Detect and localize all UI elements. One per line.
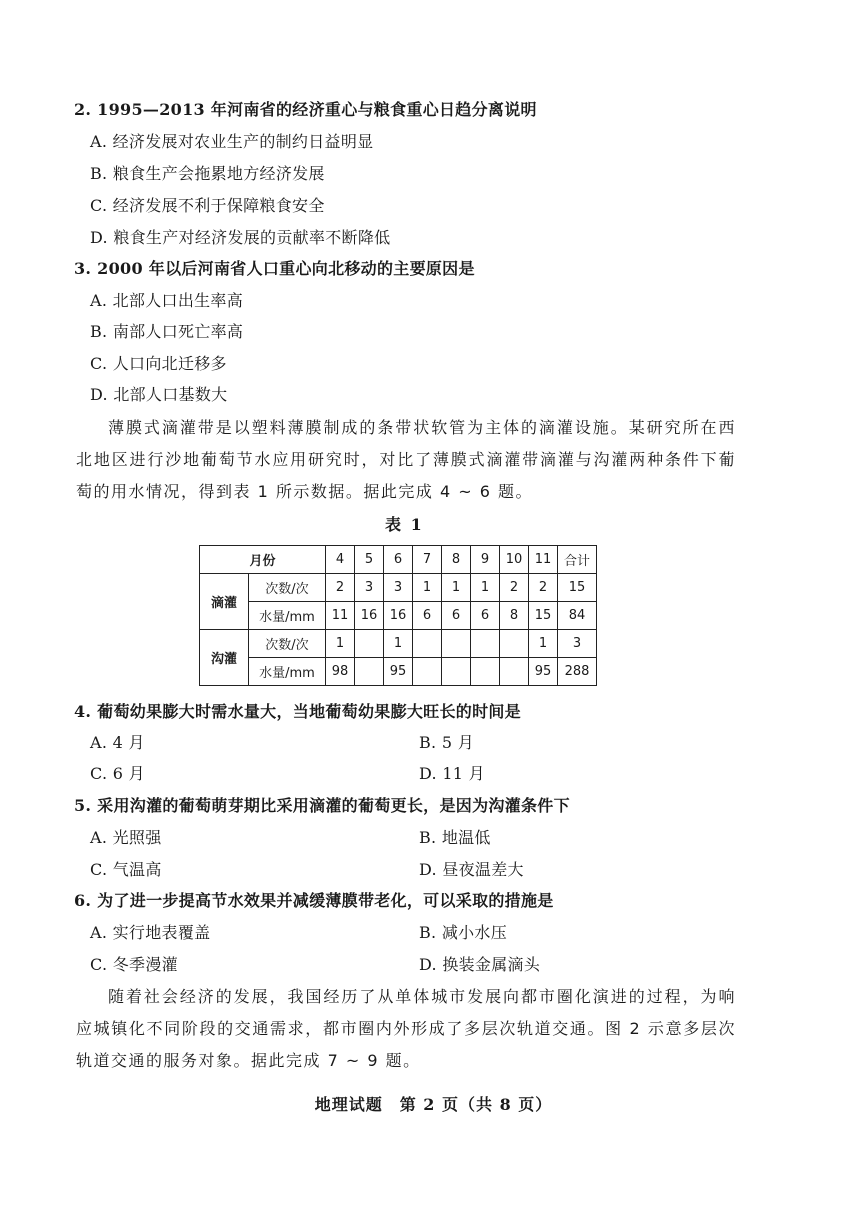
table-cell: 6 [442,602,471,630]
row-label: 次数/次 [249,574,326,602]
table-cell: 3 [355,574,384,602]
total-header: 合计 [558,546,597,574]
question-6-option-d: D. 换装金属滴头 [419,955,541,974]
table-cell: 15 [529,602,558,630]
table-row [200,658,597,686]
question-6-option-a: A. 实行地表覆盖 [90,923,211,942]
question-3-option-c: C. 人口向北迁移多 [90,354,227,373]
table-cell [471,658,500,686]
table-cell [500,630,529,658]
question-2-stem: 2. 1995—2013 年河南省的经济重心与粮食重心日趋分离说明 [74,100,537,119]
question-3-option-a: A. 北部人口出生率高 [90,291,244,310]
group-label-furrow: 沟灌 [200,630,249,686]
table-cell: 1 [384,630,413,658]
table-cell [442,630,471,658]
question-3-option-d: D. 北部人口基数大 [90,385,228,404]
month-cell: 6 [384,546,413,574]
question-2-option-b: B. 粮食生产会拖累地方经济发展 [90,164,325,183]
table-cell: 1 [413,574,442,602]
table-cell [413,630,442,658]
month-cell: 8 [442,546,471,574]
table-header-row [200,546,597,574]
table-cell-total: 3 [558,630,597,658]
table-cell: 1 [326,630,355,658]
question-4-stem: 4. 葡萄幼果膨大时需水量大，当地葡萄幼果膨大旺长的时间是 [74,702,521,721]
table-cell: 1 [529,630,558,658]
question-4-option-b: B. 5 月 [419,733,474,752]
question-3-option-b: B. 南部人口死亡率高 [90,322,244,341]
table-cell: 8 [500,602,529,630]
table-cell: 95 [384,658,413,686]
month-cell: 4 [326,546,355,574]
table-cell: 16 [355,602,384,630]
row-label: 次数/次 [249,630,326,658]
table-row [200,574,597,602]
table-cell: 3 [384,574,413,602]
table-cell: 1 [442,574,471,602]
question-4-option-d: D. 11 月 [419,764,485,783]
table-cell: 2 [500,574,529,602]
table-cell: 6 [413,602,442,630]
table-cell: 2 [326,574,355,602]
group-label-drip: 滴灌 [200,574,249,630]
month-cell: 11 [529,546,558,574]
page-footer: 地理试题 第 2 页（共 8 页） [314,1095,553,1114]
month-header: 月份 [200,546,326,574]
question-6-option-b: B. 减小水压 [419,923,508,942]
question-2-option-c: C. 经济发展不利于保障粮食安全 [90,196,325,215]
table-cell [413,658,442,686]
table-row [200,630,597,658]
passage-rail-transit: 随着社会经济的发展，我国经历了从单体城市发展向都市圈化演进的过程，为响应城镇化不同阶段的交通需求，都市圈内外形成了多层次轨道交通。图 2 示意多层次轨道交通的服务对象。据此完成 7 ~ 9 题。 [76,987,736,1070]
question-5-option-b: B. 地温低 [419,828,491,847]
question-5-option-a: A. 光照强 [90,828,162,847]
question-4-option-c: C. 6 月 [90,764,145,783]
table-title: 表 1 [385,515,424,534]
table-cell-total: 288 [558,658,597,686]
table-cell: 98 [326,658,355,686]
table-cell-total: 15 [558,574,597,602]
month-cell: 7 [413,546,442,574]
passage-drip-irrigation: 薄膜式滴灌带是以塑料薄膜制成的条带状软管为主体的滴灌设施。某研究所在西北地区进行沙地葡萄节水应用研究时，对比了薄膜式滴灌带滴灌与沟灌两种条件下葡萄的用水情况，得到表 1 所示数据。据此完成 4 ~ 6 题。 [76,418,736,501]
table-cell: 16 [384,602,413,630]
table-cell [355,630,384,658]
question-3-stem: 3. 2000 年以后河南省人口重心向北移动的主要原因是 [74,259,475,278]
row-label: 水量/mm [249,602,326,630]
table-cell [442,658,471,686]
question-2-option-a: A. 经济发展对农业生产的制约日益明显 [90,132,374,151]
question-2-option-d: D. 粮食生产对经济发展的贡献率不断降低 [90,228,391,247]
month-cell: 5 [355,546,384,574]
month-cell: 9 [471,546,500,574]
row-label: 水量/mm [249,658,326,686]
table-cell: 2 [529,574,558,602]
question-4-option-a: A. 4 月 [90,733,145,752]
table-cell [471,630,500,658]
table-cell: 1 [471,574,500,602]
irrigation-table [199,545,597,686]
table-cell [500,658,529,686]
question-6-stem: 6. 为了进一步提高节水效果并减缓薄膜带老化，可以采取的措施是 [74,891,554,910]
table-cell: 95 [529,658,558,686]
month-cell: 10 [500,546,529,574]
table-row [200,602,597,630]
question-5-option-d: D. 昼夜温差大 [419,860,524,879]
table-cell: 6 [471,602,500,630]
table-cell [355,658,384,686]
question-5-stem: 5. 采用沟灌的葡萄萌芽期比采用滴灌的葡萄更长，是因为沟灌条件下 [74,796,570,815]
table-cell: 11 [326,602,355,630]
table-cell-total: 84 [558,602,597,630]
question-5-option-c: C. 气温高 [90,860,162,879]
question-6-option-c: C. 冬季漫灌 [90,955,178,974]
